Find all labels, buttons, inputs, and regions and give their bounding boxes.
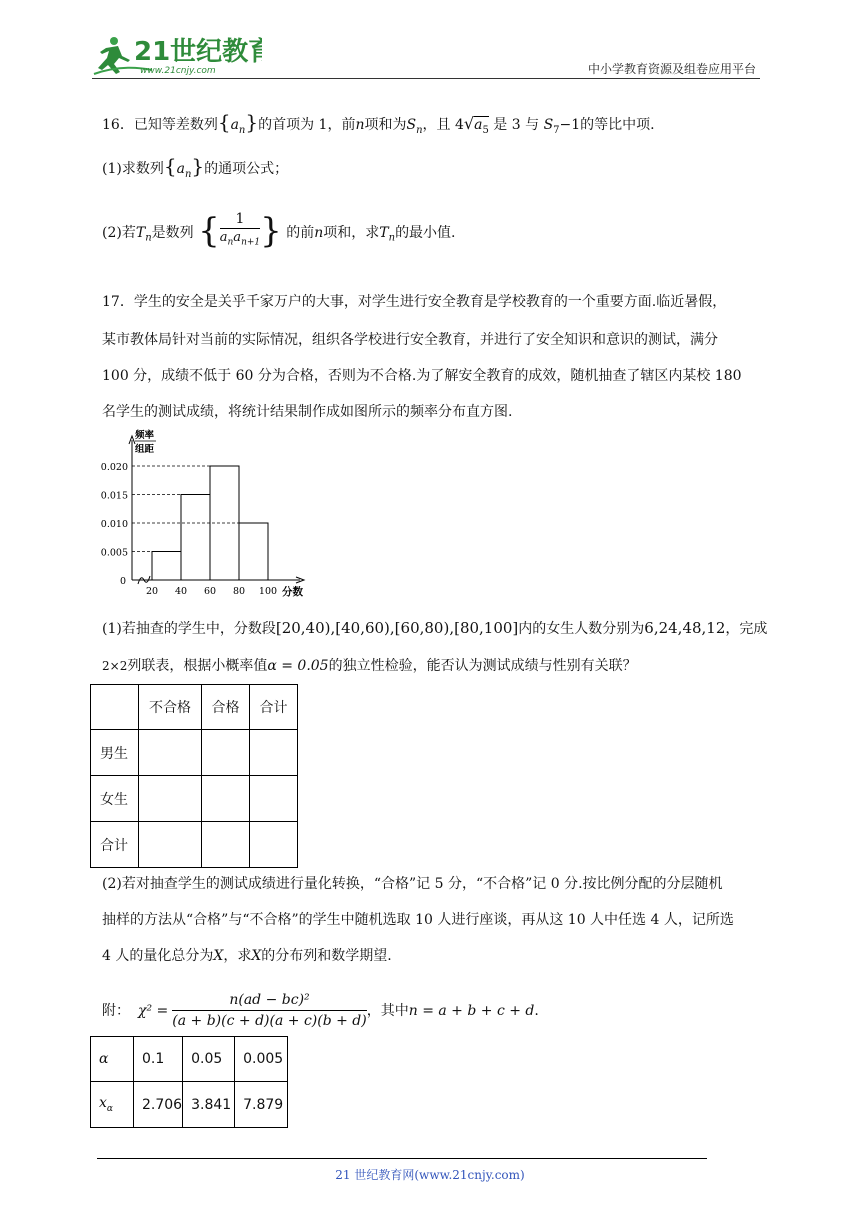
header-divider	[92, 78, 760, 79]
contingency-table	[90, 684, 298, 868]
y-axis-label-top: 频率	[135, 430, 155, 441]
table-cell: 0.05	[183, 1037, 235, 1082]
histogram-bar	[239, 523, 268, 580]
histogram-bar	[152, 552, 181, 581]
table-row-label: 女生	[91, 776, 139, 822]
q17-stem-line-3: 100 分，成绩不低于 60 分为合格，否则为不合格.为了解安全教育的成效，随机抽查了辖区内某校 180	[102, 368, 742, 384]
q17-part2-line-1: (2)若对抽查学生的测试成绩进行量化转换，“合格”记 5 分，“不合格”记 0 分.按比例分配的分层随机	[102, 876, 723, 892]
table-cell: 0.1	[134, 1037, 183, 1082]
x-tick-label: 80	[232, 586, 246, 597]
axis-break-mark	[138, 576, 150, 584]
footer-text: 21 世纪教育网(www.21cnjy.com)	[335, 1168, 525, 1182]
x-tick-label: 60	[203, 586, 217, 597]
y-axis-label-bottom: 组距	[135, 444, 155, 455]
table-cell: α	[91, 1037, 134, 1082]
q17-stem-line-2: 某市教体局针对当前的实际情况，组织各学校进行安全教育，并进行了安全知识和意识的测试，满分	[102, 332, 718, 348]
q17-stem-line-1: 17．学生的安全是关乎千家万户的大事，对学生进行安全教育是学校教育的一个重要方面.临近暑假，	[102, 294, 727, 310]
y-tick-label: 0.005	[100, 547, 128, 559]
table-cell	[202, 730, 250, 776]
table-cell	[91, 685, 139, 730]
y-tick-label: 0.010	[100, 519, 128, 530]
table-cell	[202, 776, 250, 822]
histogram-bar	[181, 495, 210, 581]
x-axis-label: 分数	[282, 586, 303, 598]
reciprocal-fraction: { 1 $a_na_{n+1}$ }	[198, 210, 282, 251]
table-cell	[250, 822, 298, 868]
table-cell	[139, 776, 202, 822]
table-row-label: $x_\alpha$	[91, 1082, 134, 1128]
x-tick-label: 40	[174, 586, 188, 597]
table-cell: 3.841	[183, 1082, 235, 1128]
table-header-fail: 不合格	[139, 685, 202, 730]
x-tick-label: 20	[145, 586, 159, 597]
q16-part2: (2)若$T_n$是数列 { 1 $a_na_{n+1}$ } 的前n项和，求$T_n$的最小值.	[102, 210, 456, 251]
table-cell	[250, 776, 298, 822]
table-cell	[202, 822, 250, 868]
x-tick-label: 100	[258, 586, 278, 597]
q17-part1-line-1: (1)若抽查的学生中，分数段[20,40),[40,60),[60,80),[80,100]内的女生人数分别为6,24,48,12，完成	[102, 619, 768, 637]
site-logo	[92, 34, 262, 78]
q17-part2-line-3: 4 人的量化总分为X，求X的分布列和数学期望.	[102, 948, 392, 964]
table-cell: 2.706	[134, 1082, 183, 1128]
table-cell	[139, 822, 202, 868]
y-tick-label: 0.015	[100, 490, 128, 502]
logo-url: www.21cnjy.com	[140, 66, 216, 76]
y-tick-label: 0.020	[100, 462, 128, 473]
table-header-total: 合计	[250, 685, 298, 730]
table-row-label: 男生	[91, 730, 139, 776]
table-cell: 7.879	[235, 1082, 288, 1128]
q16-part1: (1)求数列$\{a_n\}$的通项公式；	[102, 154, 289, 180]
table-header-pass: 合格	[202, 685, 250, 730]
frequency-histogram	[92, 426, 322, 604]
logo-wordmark: 21世纪教育	[134, 37, 262, 67]
critical-value-table	[90, 1036, 288, 1128]
chi-square-formula: 附： χ² = $\frac{\text{n(ad − bc)²}}{(a + b)(c + d)(a + c)(b + d)}$ ，其中 n = a + b + c + d .	[102, 992, 539, 1029]
q17-stem-line-4: 名学生的测试成绩，将统计结果制作成如图所示的频率分布直方图.	[102, 404, 513, 420]
q16-stem: 16．已知等差数列$\{a_n\}$的首项为 1，前n项和为$S_n$，且 $4√a_5$ 是 3 与 $S_7-1$的等比中项.	[102, 110, 655, 136]
footer-divider	[97, 1158, 707, 1159]
table-cell: 0.005	[235, 1037, 288, 1082]
q17-part1-line-2: 2×2列联表，根据小概率值α = 0.05的独立性检验，能否认为测试成绩与性别有关联？	[102, 658, 637, 674]
origin-label: 0	[119, 576, 126, 587]
table-cell	[250, 730, 298, 776]
table-row-label: 合计	[91, 822, 139, 868]
q17-part2-line-2: 抽样的方法从“合格”与“不合格”的学生中随机选取 10 人进行座谈，再从这 10 人中任选 4 人，记所选	[102, 912, 734, 928]
site-tagline: 中小学教育资源及组卷应用平台	[587, 62, 756, 76]
table-cell	[139, 730, 202, 776]
